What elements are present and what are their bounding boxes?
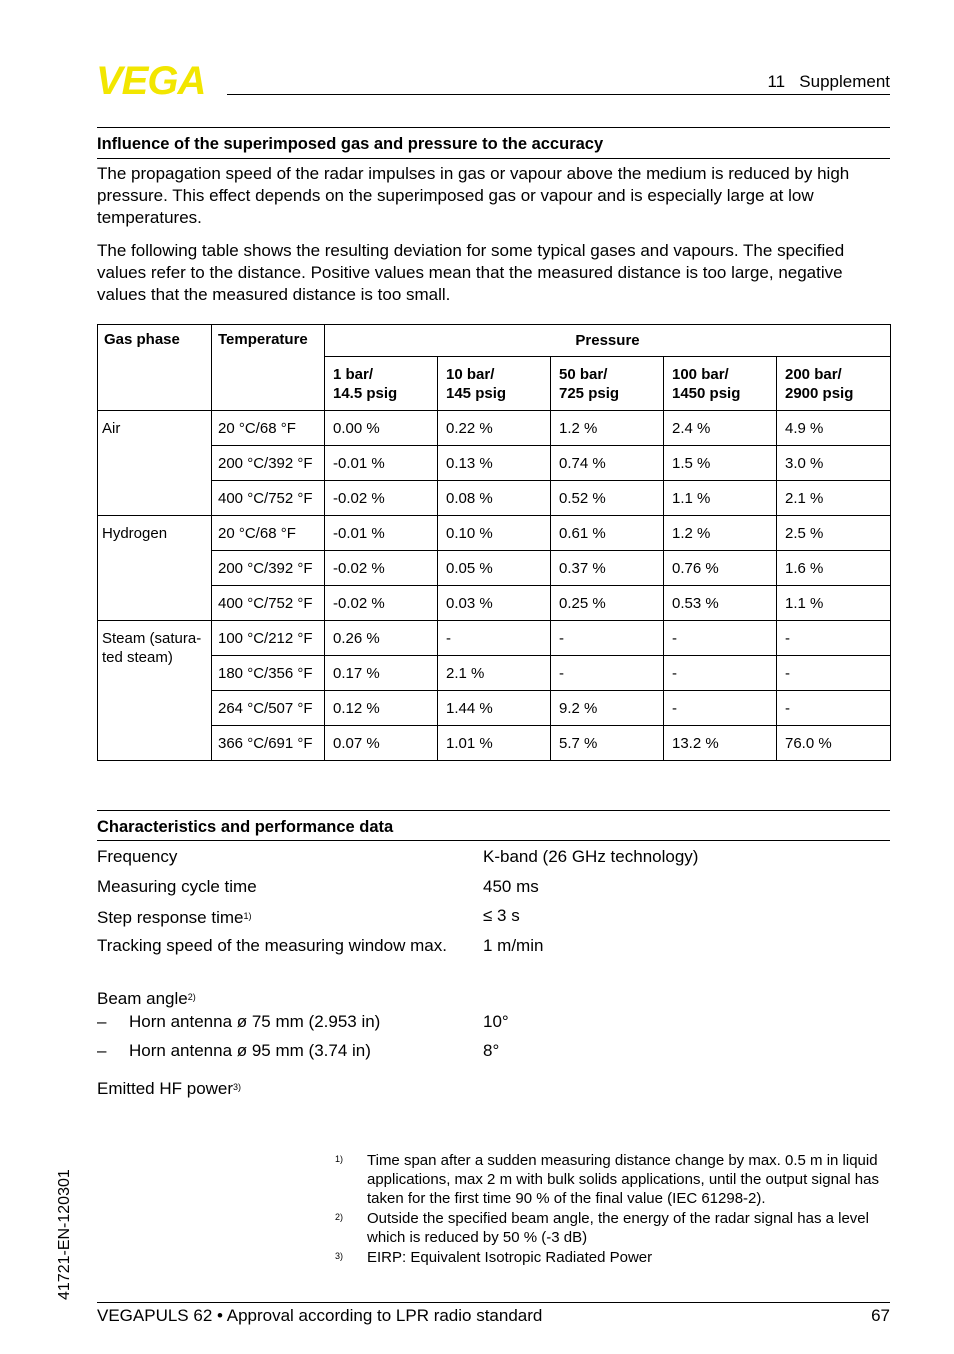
pressure-header-cell [325,357,438,411]
cycle-time-value: 450 ms [483,877,539,896]
pressure-psig: 2900 psig [785,384,854,402]
table-row [98,726,891,761]
deviation-cell: 1.01 % [438,726,551,761]
hf-power-label: Emitted HF power$^{3)}$ [97,1079,242,1098]
deviation-cell: 0.74 % [551,446,664,481]
header-gas-phase: Gas phase [98,325,212,411]
table-row [98,481,891,516]
deviation-cell: 1.1 % [777,586,891,621]
temperature-cell: 180 °C/356 °F [212,656,325,691]
deviation-cell: 13.2 % [664,726,777,761]
pressure-header-cell [438,357,551,411]
deviation-cell: -0.01 % [325,446,438,481]
deviation-cell: 5.7 % [551,726,664,761]
deviation-cell: 0.10 % [438,516,551,551]
deviation-cell: 2.4 % [664,411,777,446]
gas-phase-cell: Hydrogen [98,516,212,621]
deviation-cell: 0.17 % [325,656,438,691]
deviation-cell: 0.12 % [325,691,438,726]
temperature-cell: 264 °C/507 °F [212,691,325,726]
deviation-cell: -0.01 % [325,516,438,551]
document-code: 41721-EN-120301 [56,1169,73,1300]
table-row [98,411,891,446]
deviation-cell: - [777,691,891,726]
footnote-text: Time span after a sudden measuring distance change by max. 0.5 m in liquid applications, max 2 m with bulk solids applications, until the output signal has taken for the first time 90 % of the final value (IEC 61298-2). [367,1152,879,1207]
paragraph-table-intro: The following table shows the resulting deviation for some typical gases and vapours. The specified values refer to the distance. Positive values mean that the measured distance is too large, negative values that the measured distance is too small. [97,241,845,304]
deviation-cell: - [777,656,891,691]
header-pressure: Pressure [325,325,891,357]
deviation-cell: 1.5 % [664,446,777,481]
deviation-cell: 76.0 % [777,726,891,761]
frequency-value: K-band (26 GHz technology) [483,847,699,866]
pressure-header-cell [777,357,891,411]
deviation-cell: 0.61 % [551,516,664,551]
footnote-ref-1: 1) [243,911,252,921]
deviation-cell: 0.53 % [664,586,777,621]
temperature-cell: 100 °C/212 °F [212,621,325,656]
pressure-bar: 50 bar/ [559,365,608,383]
deviation-cell: -0.02 % [325,481,438,516]
chapter-label: 11 Supplement [767,72,890,91]
deviation-cell: 0.26 % [325,621,438,656]
table-row [98,516,891,551]
deviation-cell: 0.22 % [438,411,551,446]
horn-75-label: Horn antenna ø 75 mm (2.953 in) [129,1012,381,1031]
footer-title: VEGAPULS 62 • Approval according to LPR radio standard [97,1306,543,1325]
temperature-cell: 20 °C/68 °F [212,516,325,551]
deviation-cell: -0.02 % [325,551,438,586]
footnote-mark: 1) [335,1154,344,1164]
deviation-cell: 0.08 % [438,481,551,516]
table-row [98,446,891,481]
temperature-cell: 400 °C/752 °F [212,586,325,621]
logo-text: VEGA [96,63,206,99]
deviation-cell: 0.76 % [664,551,777,586]
deviation-cell: 0.05 % [438,551,551,586]
deviation-cell: 0.13 % [438,446,551,481]
pressure-header-cell [664,357,777,411]
table-header-row [98,325,891,357]
pressure-psig: 725 psig [559,384,620,402]
header-rule [227,94,890,95]
deviation-cell: 0.07 % [325,726,438,761]
frequency-label: Frequency [97,847,178,866]
header-temperature: Temperature [212,325,325,411]
pressure-bar: 200 bar/ [785,365,842,383]
pressure-header-cell [551,357,664,411]
deviation-cell: 2.1 % [777,481,891,516]
section-title-characteristics: Characteristics and performance data [97,810,890,841]
pressure-psig: 14.5 psig [333,384,398,402]
deviation-cell: 0.52 % [551,481,664,516]
temperature-cell: 200 °C/392 °F [212,551,325,586]
deviation-cell: -0.02 % [325,586,438,621]
temperature-cell: 366 °C/691 °F [212,726,325,761]
tracking-speed-label: Tracking speed of the measuring window max. [97,936,447,955]
table-row [98,621,891,656]
footnote-mark: 2) [335,1212,344,1222]
deviation-cell: - [777,621,891,656]
footnote-text: Outside the specified beam angle, the energy of the radar signal has a level which is reduced by 50 % (-3 dB) [367,1210,869,1246]
pressure-psig: 145 psig [446,384,507,402]
horn-75-value: 10° [483,1012,509,1031]
cycle-time-label: Measuring cycle time [97,877,257,896]
horn-95-label: Horn antenna ø 95 mm (3.74 in) [129,1041,371,1060]
footnote-ref-2: 2) [187,992,196,1002]
gas-phase-cell: Steam (satura- ted steam) [98,621,212,761]
temperature-cell: 20 °C/68 °F [212,411,325,446]
table-row [98,586,891,621]
deviation-cell: 0.03 % [438,586,551,621]
table-row [98,656,891,691]
temperature-cell: 200 °C/392 °F [212,446,325,481]
pressure-bar: 1 bar/ [333,365,374,383]
footnote-mark: 3) [335,1251,344,1261]
deviation-cell: - [664,656,777,691]
list-dash: – [97,1041,107,1060]
list-dash: – [97,1012,107,1031]
pressure-bar: 100 bar/ [672,365,729,383]
step-response-value: ≤ 3 s [483,906,520,925]
tracking-speed-value: 1 m/min [483,936,544,955]
pressure-bar: 10 bar/ [446,365,495,383]
deviation-cell: - [551,621,664,656]
deviation-cell: 1.2 % [551,411,664,446]
deviation-cell: 2.1 % [438,656,551,691]
table-row [98,551,891,586]
deviation-cell: 1.2 % [664,516,777,551]
deviation-cell: 3.0 % [777,446,891,481]
deviation-cell: - [551,656,664,691]
temperature-cell: 400 °C/752 °F [212,481,325,516]
beam-angle-label: Beam angle$^{2)}$ [97,989,196,1008]
deviation-cell: - [664,621,777,656]
deviation-cell: 0.00 % [325,411,438,446]
deviation-cell: 9.2 % [551,691,664,726]
deviation-cell: 0.25 % [551,586,664,621]
deviation-cell: - [438,621,551,656]
page-number: 67 [871,1306,890,1325]
deviation-cell: 0.37 % [551,551,664,586]
vega-logo [96,63,220,99]
step-response-label: Step response time$^{1)}$ [97,908,252,927]
footnote-text: EIRP: Equivalent Isotropic Radiated Power [367,1249,653,1266]
footer-rule [97,1302,890,1303]
deviation-cell: 4.9 % [777,411,891,446]
gas-deviation-table [97,324,891,761]
deviation-cell: - [664,691,777,726]
table-row [98,691,891,726]
deviation-cell: 1.6 % [777,551,891,586]
paragraph-propagation: The propagation speed of the radar impulses in gas or vapour above the medium is reduced by high pressure. This effect depends on the superimposed gas or vapour and is especially large at low temperatures. [97,164,850,227]
pressure-psig: 1450 psig [672,384,741,402]
footnote-ref-3: 3) [233,1082,242,1092]
section-title-accuracy: Influence of the superimposed gas and pressure to the accuracy [97,127,890,159]
gas-phase-cell: Air [98,411,212,516]
deviation-cell: 1.1 % [664,481,777,516]
deviation-cell: 1.44 % [438,691,551,726]
horn-95-value: 8° [483,1041,500,1060]
deviation-cell: 2.5 % [777,516,891,551]
